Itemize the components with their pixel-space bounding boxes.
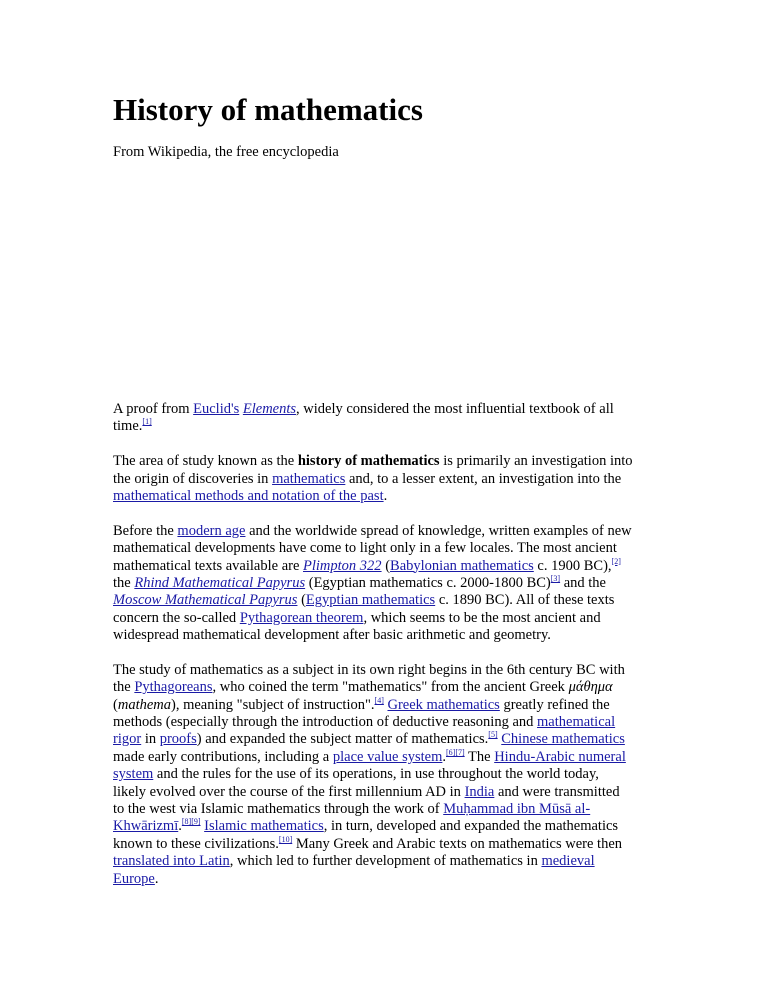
wiki-link[interactable]: mathematical bbox=[537, 714, 616, 731]
text-run: the bbox=[113, 679, 135, 696]
text-run: μάθημα bbox=[568, 679, 613, 696]
paragraph-gap bbox=[113, 436, 653, 453]
wiki-link[interactable]: place value system bbox=[332, 748, 443, 765]
wiki-link[interactable]: India bbox=[464, 783, 495, 800]
wiki-link[interactable]: Elements bbox=[242, 401, 297, 417]
article-body bbox=[113, 401, 653, 888]
text-run: widespread mathematical development after basic arithmetic and geometry. bbox=[113, 627, 551, 644]
figure-area bbox=[113, 175, 653, 390]
paragraph-gap bbox=[113, 644, 653, 661]
text-run: known to these civilizations. bbox=[113, 835, 279, 852]
text-run: mathema bbox=[117, 696, 172, 713]
superscript bbox=[446, 748, 465, 757]
page-title: History of mathematics bbox=[113, 92, 423, 127]
wiki-link[interactable]: Babylonian mathematics bbox=[390, 557, 534, 574]
text-line bbox=[113, 871, 653, 888]
superscript bbox=[279, 835, 292, 844]
superscript bbox=[142, 417, 151, 426]
wiki-link[interactable]: Moscow Mathematical Papyrus bbox=[113, 592, 298, 609]
citation-link[interactable]: [3] bbox=[550, 573, 561, 583]
text-run: greatly refined the bbox=[499, 696, 610, 713]
text-run: (Egyptian mathematics c. 2000-1800 BC) bbox=[305, 574, 551, 591]
wiki-link[interactable]: translated into Latin bbox=[113, 853, 230, 870]
text-run: mathematical developments have come to light only in a few locales. The most ancient bbox=[113, 540, 617, 557]
text-run: Before the bbox=[113, 522, 178, 539]
wiki-link[interactable]: mathematics bbox=[272, 470, 346, 487]
text-line bbox=[113, 540, 653, 557]
text-run: to the west via Islamic mathematics through the work of bbox=[113, 800, 444, 817]
citation-link[interactable]: [8][9] bbox=[181, 817, 201, 827]
text-run: , widely considered the most influential textbook of all bbox=[296, 401, 614, 417]
text-run: made early contributions, including a bbox=[113, 748, 333, 765]
text-line bbox=[113, 471, 653, 488]
text-run: and, to a lesser extent, an investigation into the bbox=[345, 470, 622, 487]
text-run: . bbox=[154, 870, 159, 887]
text-run: is primarily an investigation into bbox=[439, 453, 633, 470]
text-run: and were transmitted bbox=[494, 783, 620, 800]
citation-link[interactable]: [6][7] bbox=[446, 747, 465, 757]
text-run: and the worldwide spread of knowledge, written examples of new bbox=[245, 522, 632, 539]
text-run: The bbox=[464, 748, 495, 765]
text-run: the bbox=[113, 574, 135, 591]
citation-link[interactable]: [10] bbox=[278, 834, 293, 844]
text-run: time. bbox=[113, 418, 143, 435]
text-run: , which led to further development of mathematics in bbox=[229, 853, 542, 870]
text-line bbox=[113, 418, 653, 435]
text-run: . bbox=[178, 818, 182, 835]
wiki-link[interactable]: system bbox=[113, 766, 154, 783]
text-line bbox=[113, 401, 653, 418]
wiki-link[interactable]: Hindu-Arabic numeral bbox=[494, 748, 626, 765]
wiki-link[interactable]: Euclid's bbox=[193, 401, 240, 417]
text-line bbox=[113, 453, 653, 470]
text-run: . bbox=[383, 487, 388, 504]
text-line bbox=[113, 679, 653, 696]
text-run: methods (especially through the introduction of deductive reasoning and bbox=[113, 714, 538, 731]
citation-link[interactable]: [1] bbox=[142, 417, 152, 427]
text-run: mathematical texts available are bbox=[113, 557, 304, 574]
wiki-link[interactable]: Khwārizmī bbox=[113, 818, 179, 835]
paragraph-gap bbox=[113, 505, 653, 522]
citation-link[interactable]: [5] bbox=[488, 730, 498, 740]
text-run: , which seems to be the most ancient and bbox=[363, 609, 601, 626]
bold-text: history of mathematics bbox=[297, 453, 440, 470]
text-run: c. 1890 BC). All of these texts bbox=[435, 592, 615, 609]
text-run: , in turn, developed and expanded the mathematics bbox=[323, 818, 619, 835]
wiki-link[interactable]: Greek mathematics bbox=[387, 696, 500, 713]
text-run: A proof from bbox=[113, 401, 194, 417]
text-run: the origin of discoveries in bbox=[113, 470, 273, 487]
text-line bbox=[113, 575, 653, 592]
text-line bbox=[113, 488, 653, 505]
text-run: The area of study known as the bbox=[113, 453, 298, 470]
superscript bbox=[488, 730, 497, 739]
text-line bbox=[113, 523, 653, 540]
text-line bbox=[113, 592, 653, 609]
text-run: ( bbox=[113, 696, 118, 713]
text-run: in bbox=[141, 731, 160, 748]
text-run: ) and expanded the subject matter of mathematics. bbox=[196, 731, 489, 748]
text-run: Many Greek and Arabic texts on mathematics were then bbox=[292, 835, 623, 852]
wiki-link[interactable]: Chinese mathematics bbox=[501, 731, 625, 748]
wiki-link[interactable]: proofs bbox=[159, 731, 197, 748]
text-run: . bbox=[442, 748, 446, 765]
page-subtitle: From Wikipedia, the free encyclopedia bbox=[113, 144, 339, 160]
wiki-link[interactable]: Islamic mathematics bbox=[204, 818, 324, 835]
text-line bbox=[113, 610, 653, 627]
wiki-link[interactable]: Europe bbox=[113, 870, 155, 887]
wiki-link[interactable]: rigor bbox=[113, 731, 142, 748]
wiki-link[interactable]: Pythagoreans bbox=[134, 679, 213, 696]
text-run: ), meaning "subject of instruction". bbox=[171, 696, 375, 713]
text-run: The study of mathematics as a subject in its own right begins in the 6th century BC with bbox=[113, 661, 625, 678]
text-line bbox=[113, 766, 653, 783]
citation-link[interactable]: [4] bbox=[374, 695, 384, 705]
text-run: and the bbox=[560, 574, 606, 591]
wiki-link[interactable]: Pythagorean theorem bbox=[239, 609, 364, 626]
wiki-link[interactable]: Muḥammad ibn Mūsā al- bbox=[443, 800, 591, 817]
wiki-link[interactable]: Plimpton 322 bbox=[303, 557, 382, 574]
text-run: , who coined the term "mathematics" from the ancient Greek bbox=[212, 679, 569, 696]
text-line bbox=[113, 558, 653, 575]
text-line bbox=[113, 853, 653, 870]
text-run: c. 1900 BC), bbox=[533, 557, 612, 574]
text-line bbox=[113, 697, 653, 714]
wiki-link[interactable]: modern age bbox=[177, 522, 246, 539]
superscript bbox=[551, 574, 560, 583]
text-run: likely evolved over the course of the first millennium AD in bbox=[113, 783, 465, 800]
wiki-link[interactable]: Rhind Mathematical Papyrus bbox=[134, 574, 306, 591]
text-run: concern the so-called bbox=[113, 609, 240, 626]
superscript bbox=[375, 696, 384, 705]
text-line bbox=[113, 784, 653, 801]
text-line bbox=[113, 836, 653, 853]
text-line bbox=[113, 749, 653, 766]
superscript bbox=[182, 817, 201, 826]
wiki-link[interactable]: Egyptian mathematics bbox=[305, 592, 436, 609]
text-line bbox=[113, 627, 653, 644]
text-line bbox=[113, 818, 653, 835]
text-run: and the rules for the use of its operations, in use throughout the world today, bbox=[153, 766, 599, 783]
text-line bbox=[113, 801, 653, 818]
text-run: ( bbox=[381, 557, 391, 574]
wiki-link[interactable]: mathematical methods and notation of the past bbox=[113, 487, 384, 504]
text-run: ( bbox=[297, 592, 306, 609]
text-line bbox=[113, 714, 653, 731]
text-line bbox=[113, 662, 653, 679]
citation-link[interactable]: [2] bbox=[611, 556, 621, 566]
wiki-link[interactable]: medieval bbox=[541, 853, 595, 870]
text-line bbox=[113, 731, 653, 748]
superscript bbox=[612, 557, 621, 566]
